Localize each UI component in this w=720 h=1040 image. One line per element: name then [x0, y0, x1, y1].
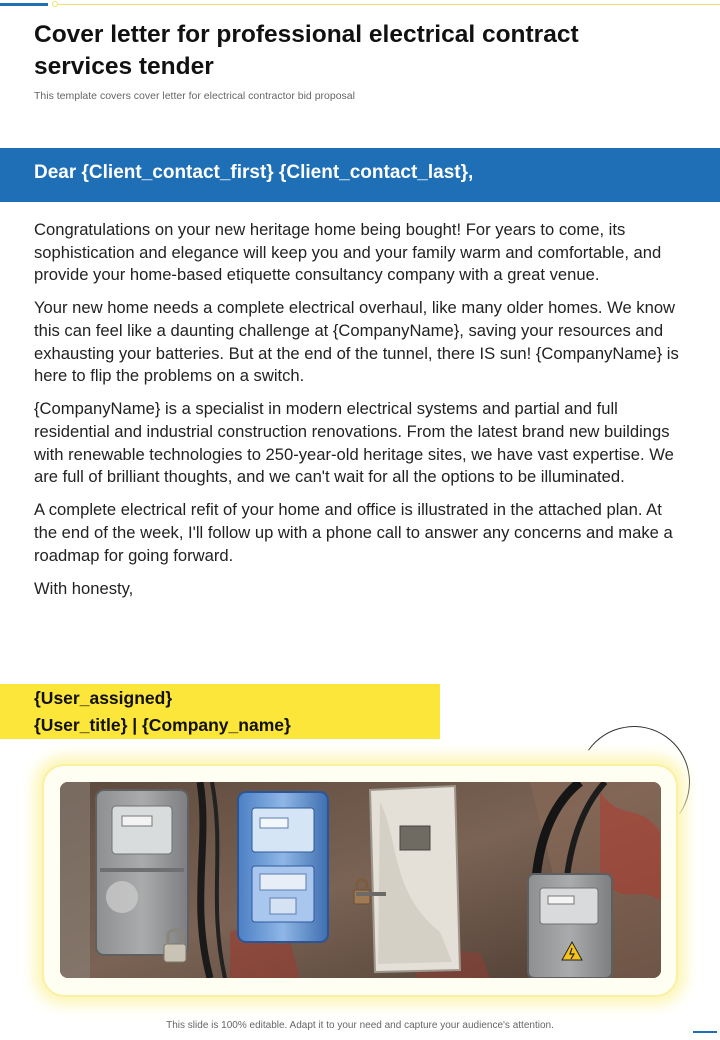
- top-accent-line: [58, 4, 720, 5]
- letter-paragraph: Congratulations on your new heritage home being bought! For years to come, its sophistication and elegance will keep you and your family warm and comfortable, and provide your home-based etiquette consultancy company with a great venue.: [34, 220, 662, 285]
- page-subtitle: This template covers cover letter for electrical contractor bid proposal: [34, 90, 355, 102]
- footer-note: This slide is 100% editable. Adapt it to your need and capture your audience's attention.: [166, 1020, 554, 1031]
- top-accent-bar: [0, 3, 48, 6]
- salutation-banner: [0, 148, 720, 202]
- corner-accent: [693, 1031, 717, 1033]
- electric-meters-illustration: [60, 782, 661, 978]
- letter-paragraph: A complete electrical refit of your home and office is illustrated in the attached plan. At the end of the week, I'll follow up with a phone call to answer any concerns and make a roadmap for going forward.: [34, 500, 673, 565]
- letter-paragraph: {CompanyName} is a specialist in modern electrical systems and partial and full residential and industrial construction renovations. From the latest brand new buildings with renewable technologies to 250-year-old heritage sites, we have vast expertise. We are full of brilliant thoughts, and we can't wait for all the options to be illuminated.: [34, 399, 674, 487]
- letter-paragraph: Your new home needs a complete electrical overhaul, like many older homes. We know this can feel like a daunting challenge at {CompanyName}, saving your resources and exhausting your batteries. But at the end of the tunnel, there IS sun! {CompanyName} is here to flip the problems on a switch.: [34, 298, 679, 386]
- letter-closing: With honesty,: [34, 578, 134, 598]
- signature-name: {User_assigned}: [34, 688, 173, 708]
- letter-body: [34, 219, 686, 611]
- page-title: Cover letter for professional electrical contract services tender: [34, 21, 579, 80]
- signature-block: [0, 684, 440, 739]
- salutation-text: Dear {Client_contact_first} {Client_contact_last},: [34, 162, 474, 183]
- signature-title-company: {User_title} | {Company_name}: [34, 715, 291, 735]
- electric-meters-photo: [60, 782, 661, 978]
